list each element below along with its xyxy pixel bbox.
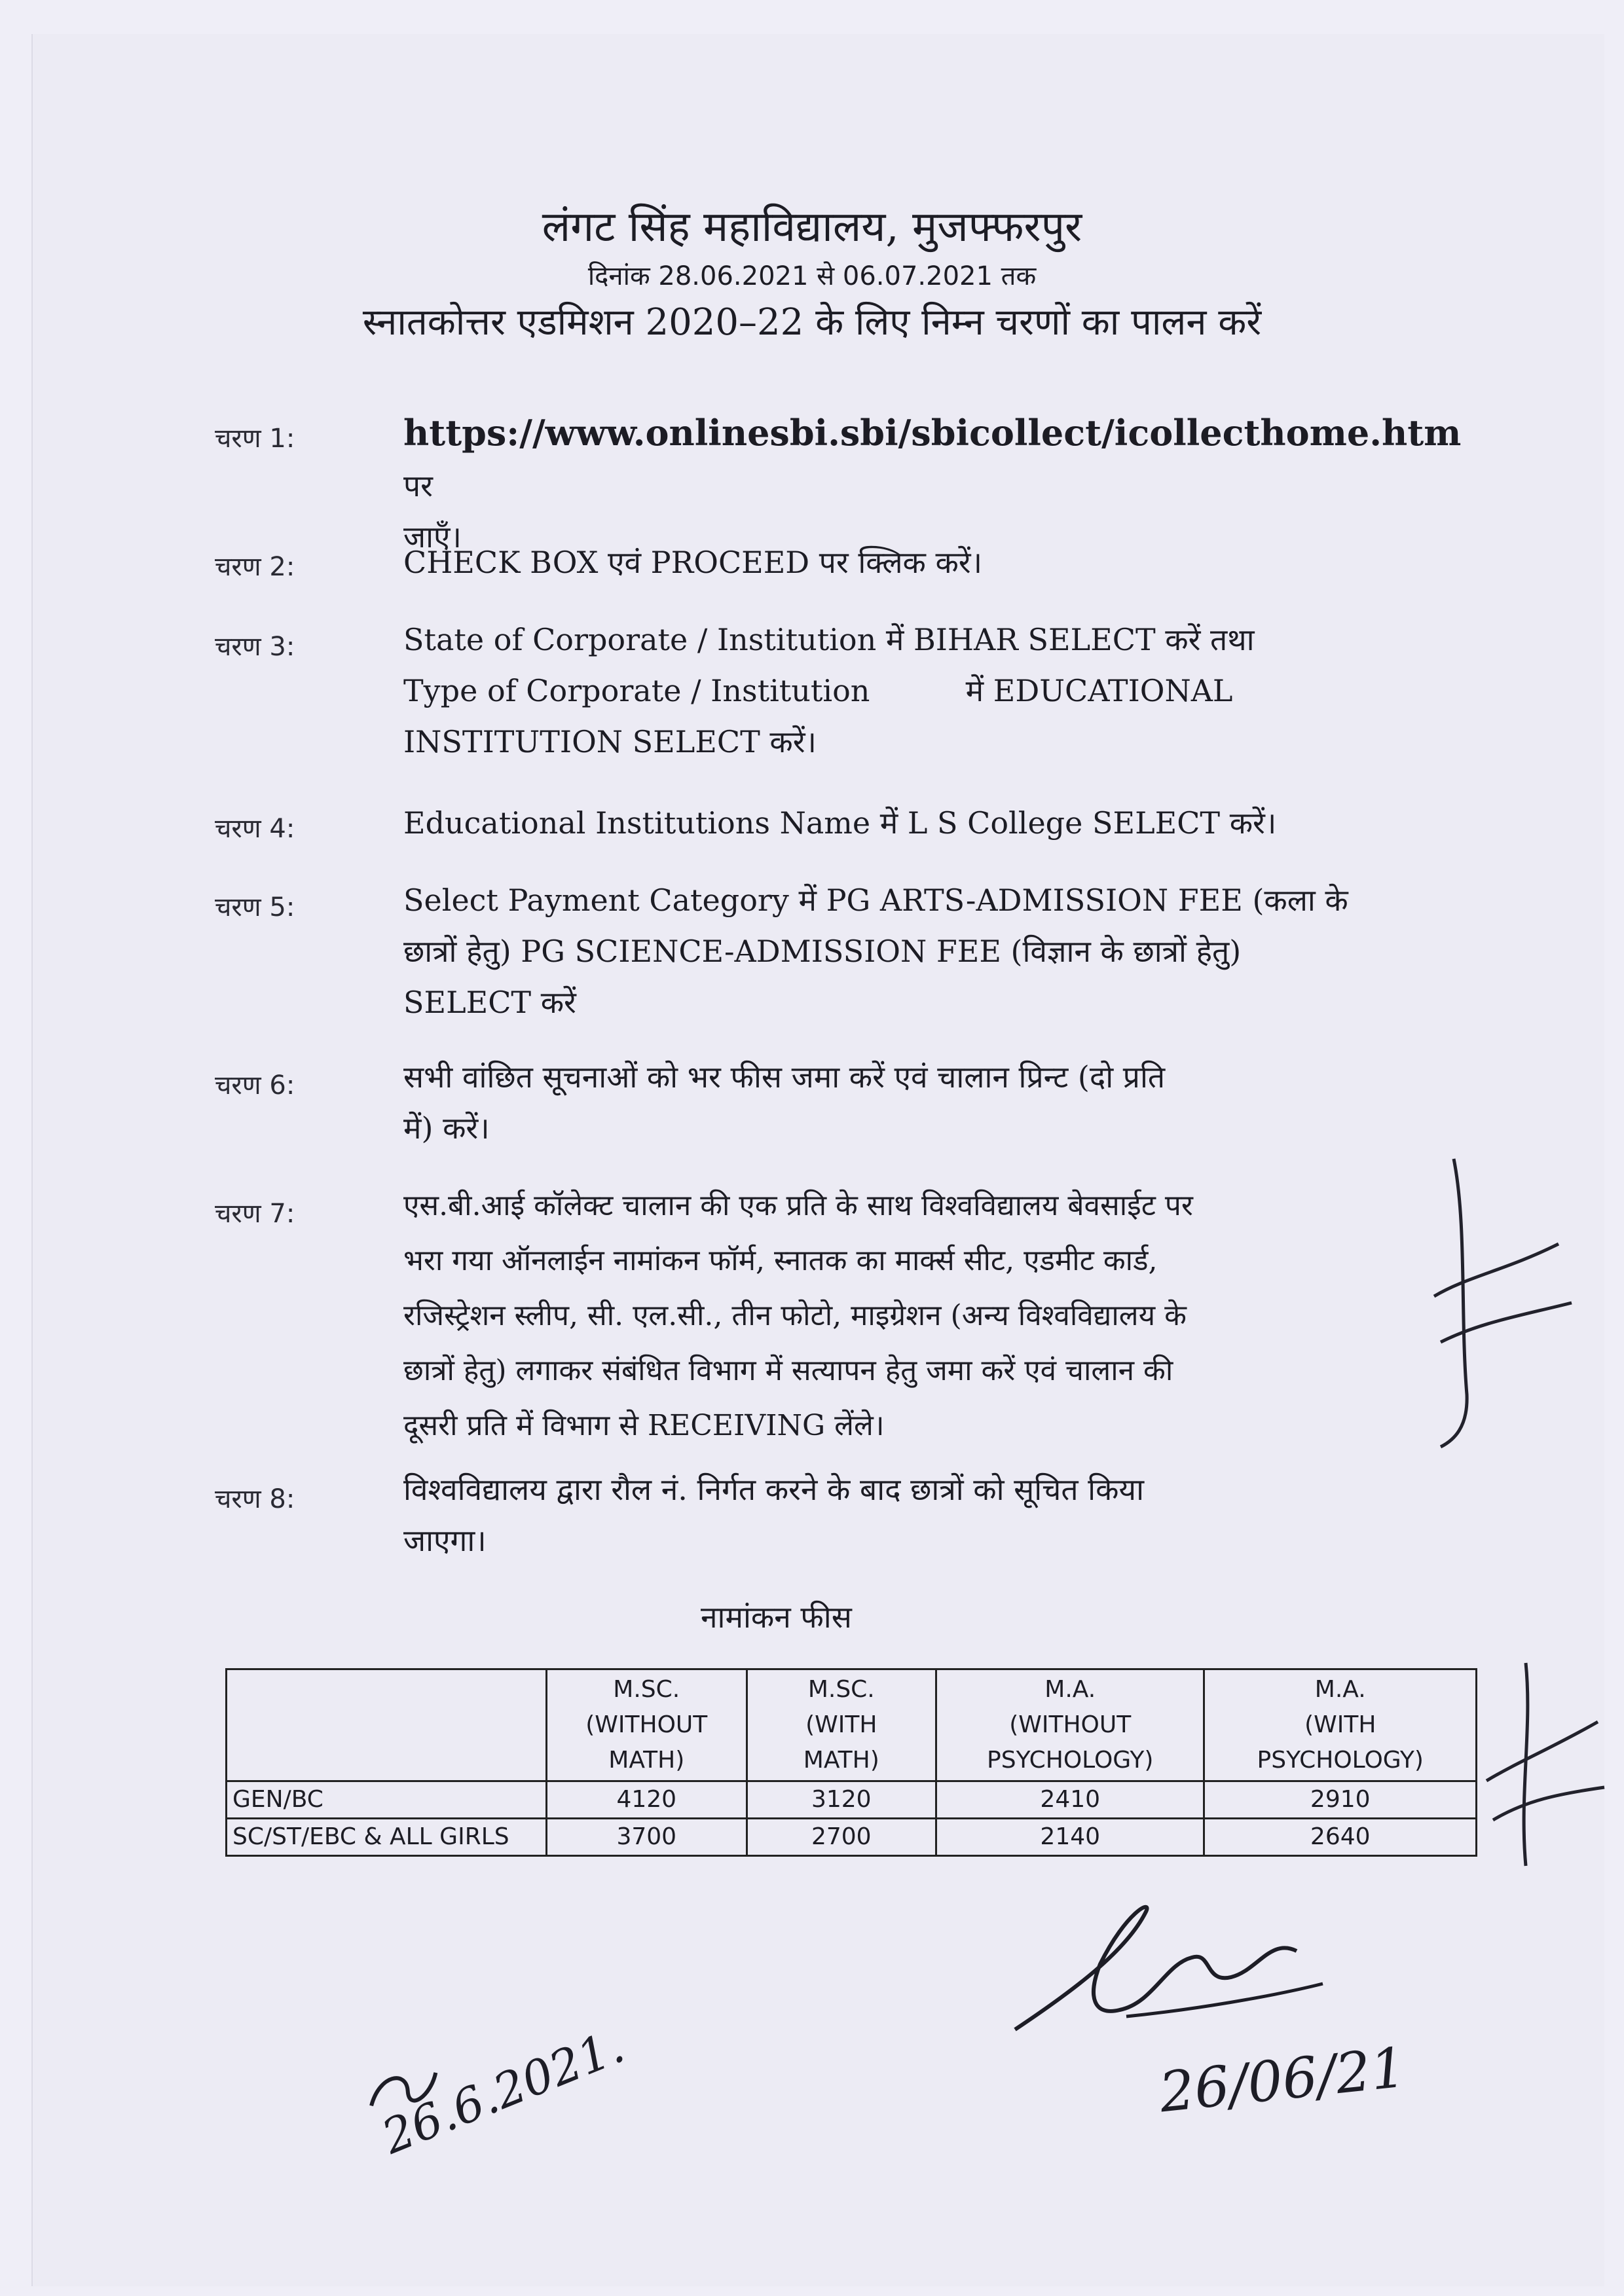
step-8-line1: विश्वविद्यालय द्वारा रौल नं. निर्गत करने के बाद छात्रों को सूचित किया	[403, 1472, 1145, 1507]
step-2-label: चरण 2:	[215, 552, 295, 582]
fee-cell: 2640	[1204, 1819, 1477, 1856]
step-7-line2: भरा गया ऑनलाईन नामांकन फॉर्म, स्नातक का मार्क्स सीट, एडमीट कार्ड,	[403, 1244, 1158, 1277]
column-header: M.SC. (WITH MATH)	[747, 1669, 936, 1781]
step-1-line2: जाएँ।	[403, 519, 462, 555]
step-3-line3: INSTITUTION SELECT करें।	[403, 724, 817, 759]
sbi-collect-url[interactable]: https://www.onlinesbi.sbi/sbicollect/icollecthome.htm	[403, 412, 1462, 454]
step-7-line1: एस.बी.आई कॉलेक्ट चालान की एक प्रति के साथ विश्वविद्यालय बेवसाईट पर	[403, 1189, 1193, 1222]
fee-table-title: नामांकन फीस	[701, 1599, 852, 1635]
column-header: M.A. (WITHOUT PSYCHOLOGY)	[936, 1669, 1204, 1781]
fee-cell: 3120	[747, 1781, 936, 1819]
fee-table-corner	[227, 1669, 547, 1781]
left-signature-icon	[327, 1958, 668, 2180]
step-7-line4: छात्रों हेतु) लगाकर संबंधित विभाग में सत्यापन हेतु जमा करें एवं चालान की	[403, 1354, 1173, 1387]
step-4-line1: Educational Institutions Name में L S College SELECT करें।	[403, 805, 1277, 841]
step-7-line3: रजिस्ट्रेशन स्लीप, सी. एल.सी., तीन फोटो, माइग्रेशन (अन्य विश्वविद्यालय के	[403, 1299, 1187, 1332]
step-3-line2: Type of Corporate / Institution में EDUCATIONAL	[403, 673, 1233, 708]
step-5-text	[403, 875, 1477, 1028]
step-7-label: चरण 7:	[215, 1199, 295, 1229]
step-1-label: चरण 1:	[215, 424, 295, 454]
college-name: लंगट सिंह महाविद्यालय, मुजफ्फरपुर	[542, 203, 1082, 251]
step-2-text	[403, 537, 1477, 588]
table-row	[227, 1781, 1477, 1819]
step-6-text	[403, 1051, 1477, 1154]
right-signature-date: 26/06/21	[1156, 2035, 1409, 2125]
notice-subtitle: स्नातकोत्तर एडमिशन 2020–22 के लिए निम्न चरणों का पालन करें	[362, 301, 1262, 344]
fee-cell: 4120	[546, 1781, 747, 1819]
fee-cell: 2410	[936, 1781, 1204, 1819]
step-7-line5: दूसरी प्रति में विभाग से RECEIVING लेंले।	[403, 1409, 885, 1442]
right-signature-icon	[995, 1886, 1467, 2134]
step-6-line1: सभी वांछित सूचनाओं को भर फीस जमा करें एवं चालान प्रिन्ट (दो प्रति	[403, 1059, 1166, 1095]
step-8-text	[403, 1464, 1477, 1566]
step-8-line2: जाएगा।	[403, 1523, 487, 1558]
step-5-line2: छात्रों हेतु) PG SCIENCE-ADMISSION FEE (विज्ञान के छात्रों हेतु)	[403, 934, 1242, 969]
left-signature-date: 26.6.2021.	[374, 2018, 632, 2165]
step-7-text	[403, 1178, 1477, 1453]
fee-cell: 2910	[1204, 1781, 1477, 1819]
step-4-label: चरण 4:	[215, 814, 295, 844]
step-6-label: चरण 6:	[215, 1070, 295, 1101]
step-3-text	[403, 614, 1477, 767]
fee-cell: 2700	[747, 1819, 936, 1856]
step-1-suffix: पर	[403, 468, 433, 503]
step-4-text	[403, 797, 1477, 848]
table-row	[227, 1819, 1477, 1856]
fee-cell: 3700	[546, 1819, 747, 1856]
row-category: GEN/BC	[227, 1781, 547, 1819]
fee-table	[225, 1668, 1477, 1857]
step-5-line1: Select Payment Category में PG ARTS-ADMISSION FEE (कला के	[403, 883, 1348, 918]
column-header: M.SC. (WITHOUT MATH)	[546, 1669, 747, 1781]
step-8-label: चरण 8:	[215, 1484, 295, 1514]
column-header: M.A. (WITH PSYCHOLOGY)	[1204, 1669, 1477, 1781]
step-3-label: चरण 3:	[215, 632, 295, 662]
fee-table-header-row	[227, 1669, 1477, 1781]
handwritten-mark-icon	[1480, 1650, 1611, 1886]
step-6-line2: में) करें।	[403, 1110, 490, 1146]
date-range: दिनांक 28.06.2021 से 06.07.2021 तक	[587, 261, 1037, 291]
step-2-line1: CHECK BOX एवं PROCEED पर क्लिक करें।	[403, 545, 983, 580]
fee-cell: 2140	[936, 1819, 1204, 1856]
step-5-line3: SELECT करें	[403, 985, 576, 1020]
handwritten-mark-icon	[1428, 1146, 1585, 1460]
step-3-line1: State of Corporate / Institution में BIHAR SELECT करें तथा	[403, 622, 1255, 657]
step-5-label: चरण 5:	[215, 892, 295, 922]
row-category: SC/ST/EBC & ALL GIRLS	[227, 1819, 547, 1856]
